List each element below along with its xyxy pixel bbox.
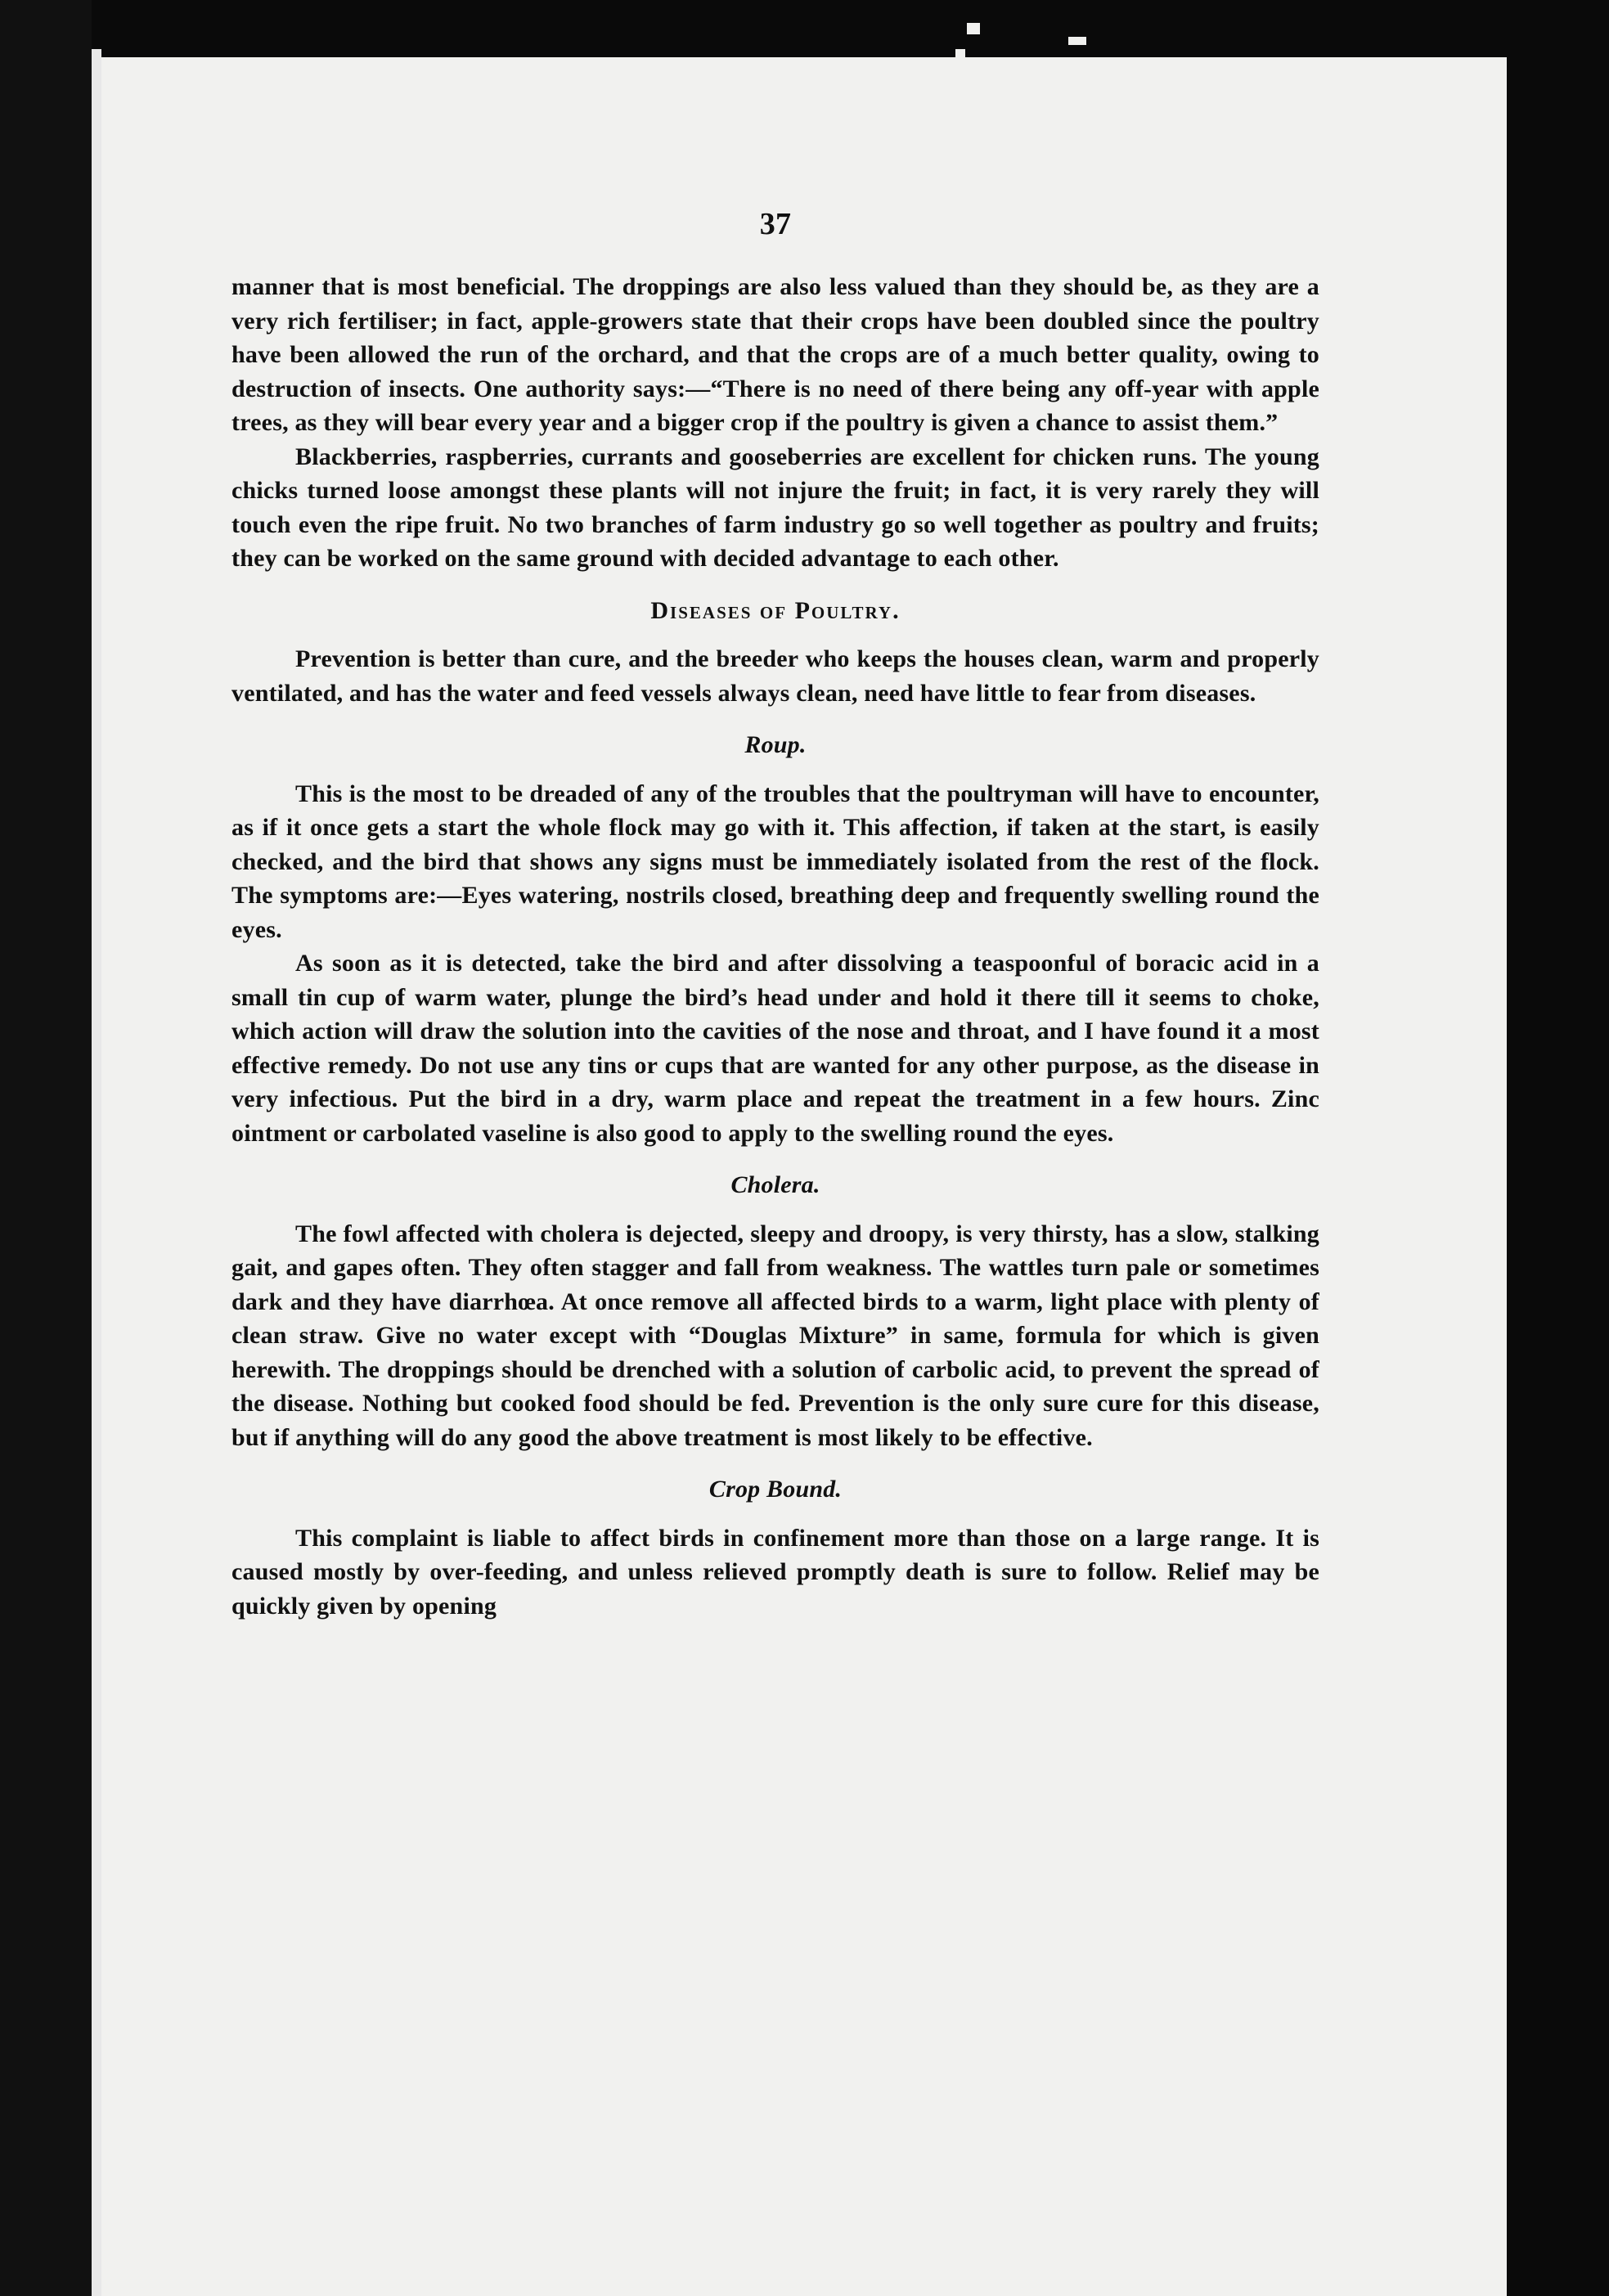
speck — [967, 23, 980, 34]
paragraph: manner that is most beneficial. The droppings are also less valued than they should be, as they are a very rich fertiliser; in fact, apple-growers state that their crops have been doubled since the poultry have been allowed the run of the orchard, and that the crops are of a much better quality, owing to destruction of insects. One authority says:—“There is no need of there being any off-year with apple trees, as they will bear every year and a bigger crop if the poultry is given a chance to assist them.” — [231, 273, 1319, 436]
section-heading-roup: Roup. — [744, 731, 807, 758]
paragraph: This complaint is liable to affect birds in confinement more than those on a large range. It is caused mostly by over-feeding, and unless relieved promptly death is sure to follow. Relief may be quickly given by opening — [231, 1524, 1319, 1620]
page-text — [231, 203, 1319, 1623]
page-number: 37 — [759, 207, 792, 241]
paragraph: Blackberries, raspberries, currants and gooseberries are excellent for chicken runs. The young chicks turned loose amongst these plants will not injure the fruit; in fact, it is very rarely they will touch even the ripe fruit. No two branches of farm industry go so well together as poultry and fruits; they can be worked on the same ground with decided advantage to each other. — [231, 443, 1319, 572]
paragraph: This is the most to be dreaded of any of the troubles that the poultryman will have to encounter, as if it once gets a start the whole flock may go with it. This affection, if taken at the start, is easily checked, and the bird that shows any signs must be immediately isolated from the rest of the flock. The symptoms are:—Eyes watering, nostrils closed, breathing deep and frequently swelling round the eyes. — [231, 780, 1319, 943]
speck — [955, 49, 965, 59]
film-edge-right — [1507, 0, 1609, 2296]
section-heading-cholera: Cholera. — [730, 1171, 820, 1198]
film-edge-left — [0, 0, 92, 2296]
paragraph: As soon as it is detected, take the bird and after dissolving a teaspoonful of boracic acid in a small tin cup of warm water, plunge the bird’s head under and hold it there till it seems to choke, which action will draw the solution into the cavities of the nose and throat, and I have found it a most effective remedy. Do not use any tins or cups that are wanted for any other purpose, as the disease in very infectious. Put the bird in a dry, warm place and repeat the treatment in a few hours. Zinc ointment or carbolated vaseline is also good to apply to the swelling round the eyes. — [231, 950, 1319, 1147]
paragraph: Prevention is better than cure, and the breeder who keeps the houses clean, warm and properly ventilated, and has the water and feed vessels always clean, need have little to fear from diseases. — [231, 645, 1319, 707]
speck — [1068, 37, 1086, 45]
section-heading-crop-bound: Crop Bound. — [708, 1476, 843, 1503]
facing-page-edge — [92, 49, 101, 2296]
paragraph: The fowl affected with cholera is dejected, sleepy and droopy, is very thirsty, has a slow, stalking gait, and gapes often. They often stagger and fall from weakness. The wattles turn pale or sometimes dark and they have diarrhœa. At once remove all affected birds to a warm, light place with plenty of clean straw. Give no water except with “Douglas Mixture” in same, formula for which is given herewith. The droppings should be drenched with a solution of carbolic acid, to prevent the spread of the disease. Nothing but cooked food should be fed. Prevention is the only sure cure for this disease, but if anything will do any good the above treatment is most likely to be effective. — [231, 1220, 1319, 1451]
section-heading-diseases: Diseases of Poultry. — [650, 596, 901, 624]
